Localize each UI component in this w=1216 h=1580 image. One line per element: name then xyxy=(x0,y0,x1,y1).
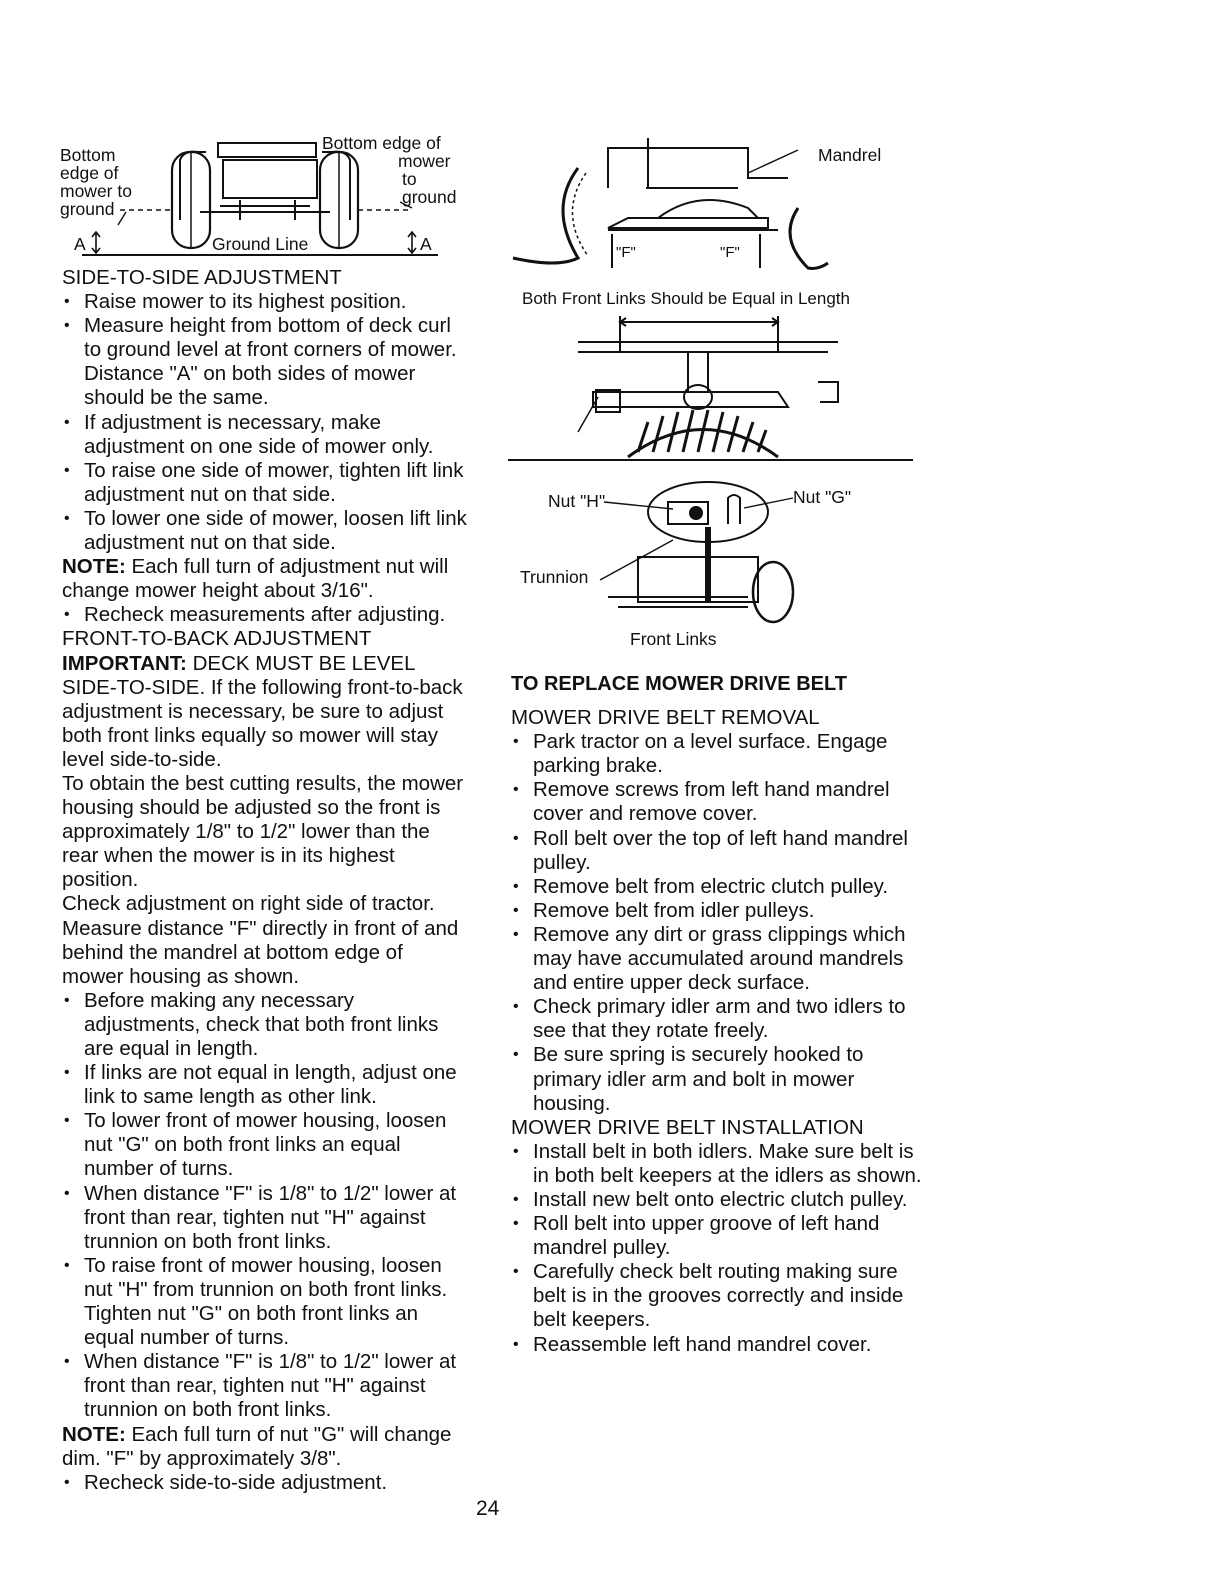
list-item: • Park tractor on a level surface. Engage parking brake. xyxy=(511,730,931,778)
list-item: • Raise mower to its highest position. xyxy=(62,290,467,314)
list-item: • Install new belt onto electric clutch pulley. xyxy=(511,1188,931,1212)
removal-subheading: MOWER DRIVE BELT REMOVAL xyxy=(511,706,820,730)
list-item: • Remove any dirt or grass clippings which may have accumulated around mandrels and entire upper deck surface. xyxy=(511,923,931,995)
note: NOTE: Each full turn of nut "G" will change dim. "F" by approximately 3/8". xyxy=(62,1422,452,1470)
list-item: • To lower front of mower housing, loosen nut "G" on both front links an equal number of turns. xyxy=(62,1109,467,1181)
list-item: • Reassemble left hand mandrel cover. xyxy=(511,1333,931,1357)
mandrel-label: Mandrel xyxy=(818,145,882,165)
front-links-label: Front Links xyxy=(630,629,717,649)
list-item: • To raise front of mower housing, loosen nut "H" from trunnion on both front links. Tighten nut "G" on both front links an equal number of turns. xyxy=(62,1254,467,1350)
list-item: • Remove belt from idler pulleys. xyxy=(511,899,931,923)
side-to-side-diagram xyxy=(60,130,470,260)
list-item: • If adjustment is necessary, make adjustment on one side of mower only. xyxy=(62,411,467,459)
bottom-edge-label-left: Bottom edge of mower to ground xyxy=(60,145,132,219)
important-note: IMPORTANT: DECK MUST BE LEVEL SIDE-TO-SIDE. If the following front-to-back adjustment is necessary, be sure to adjust both front links equally so mower will stay level side-to-side. xyxy=(62,651,463,771)
list-item: • When distance "F" is 1/8" to 1/2" lower at front than rear, tighten nut "H" against trunnion on both front links. xyxy=(62,1182,467,1254)
list-item: • Remove belt from electric clutch pulley. xyxy=(511,875,931,899)
installation-subheading: MOWER DRIVE BELT INSTALLATION xyxy=(511,1115,864,1139)
dimension-f-front: "F" xyxy=(616,244,636,261)
list-item: • Carefully check belt routing making sure belt is in the grooves correctly and inside belt keepers. xyxy=(511,1260,931,1332)
front-to-back-heading: FRONT-TO-BACK ADJUSTMENT xyxy=(62,627,372,651)
list-item: • Remove screws from left hand mandrel cover and remove cover. xyxy=(511,778,931,826)
list-item: • Roll belt over the top of left hand mandrel pulley. xyxy=(511,827,931,875)
trunnion-label: Trunnion xyxy=(520,567,589,587)
paragraph: To obtain the best cutting results, the mower housing should be adjusted so the front is approximately 1/8" to 1/2" lower than the rear when the mower is in its highest position. xyxy=(62,771,464,892)
nut-h-label: Nut "H" xyxy=(548,491,606,511)
note: NOTE: Each full turn of adjustment nut will change mower height about 3/16". xyxy=(62,555,449,603)
bottom-edge-label-right: Bottom edge of mower to ground xyxy=(322,133,457,207)
ground-line-label: Ground Line xyxy=(212,234,309,254)
list-item: • If links are not equal in length, adjust one link to same length as other link. xyxy=(62,1061,467,1109)
side-to-side-heading: SIDE-TO-SIDE ADJUSTMENT xyxy=(62,266,342,289)
dimension-a-right: A xyxy=(420,234,432,254)
paragraph: Check adjustment on right side of tractor. Measure distance "F" directly in front of and behind the mandrel at bottom edge of mower housing as shown. xyxy=(62,892,459,988)
list-item: • Measure height from bottom of deck curl to ground level at front corners of mower. Distance "A" on both sides of mower should be the same. xyxy=(62,314,467,410)
right-column xyxy=(511,672,931,1357)
front-links-diagram xyxy=(508,312,918,652)
list-item: • Recheck measurements after adjusting. xyxy=(62,603,467,627)
list-item: • To raise one side of mower, tighten lift link adjustment nut on that side. xyxy=(62,459,467,507)
list-item: • Roll belt into upper groove of left hand mandrel pulley. xyxy=(511,1212,931,1260)
dimension-f-rear: "F" xyxy=(720,244,740,261)
left-column xyxy=(62,266,467,1495)
list-item: • Install belt in both idlers. Make sure belt is in both belt keepers at the idlers as shown. xyxy=(511,1140,931,1188)
section-heading: TO REPLACE MOWER DRIVE BELT xyxy=(511,673,847,695)
front-links-caption: Both Front Links Should be Equal in Length xyxy=(522,289,850,308)
list-item: • To lower one side of mower, loosen lift link adjustment nut on that side. xyxy=(62,507,467,555)
list-item: • Be sure spring is securely hooked to primary idler arm and bolt in mower housing. xyxy=(511,1043,931,1115)
list-item: • Before making any necessary adjustments, check that both front links are equal in length. xyxy=(62,989,467,1061)
mandrel-diagram xyxy=(508,128,908,278)
page-number: 24 xyxy=(476,1497,500,1520)
dimension-a-left: A xyxy=(74,234,86,254)
list-item: • Recheck side-to-side adjustment. xyxy=(62,1471,467,1495)
front-links-illustration xyxy=(508,312,918,652)
list-item: • When distance "F" is 1/8" to 1/2" lower at front than rear, tighten nut "H" against trunnion on both front links. xyxy=(62,1350,467,1422)
nut-g-label: Nut "G" xyxy=(793,487,852,507)
list-item: • Check primary idler arm and two idlers to see that they rotate freely. xyxy=(511,995,931,1043)
